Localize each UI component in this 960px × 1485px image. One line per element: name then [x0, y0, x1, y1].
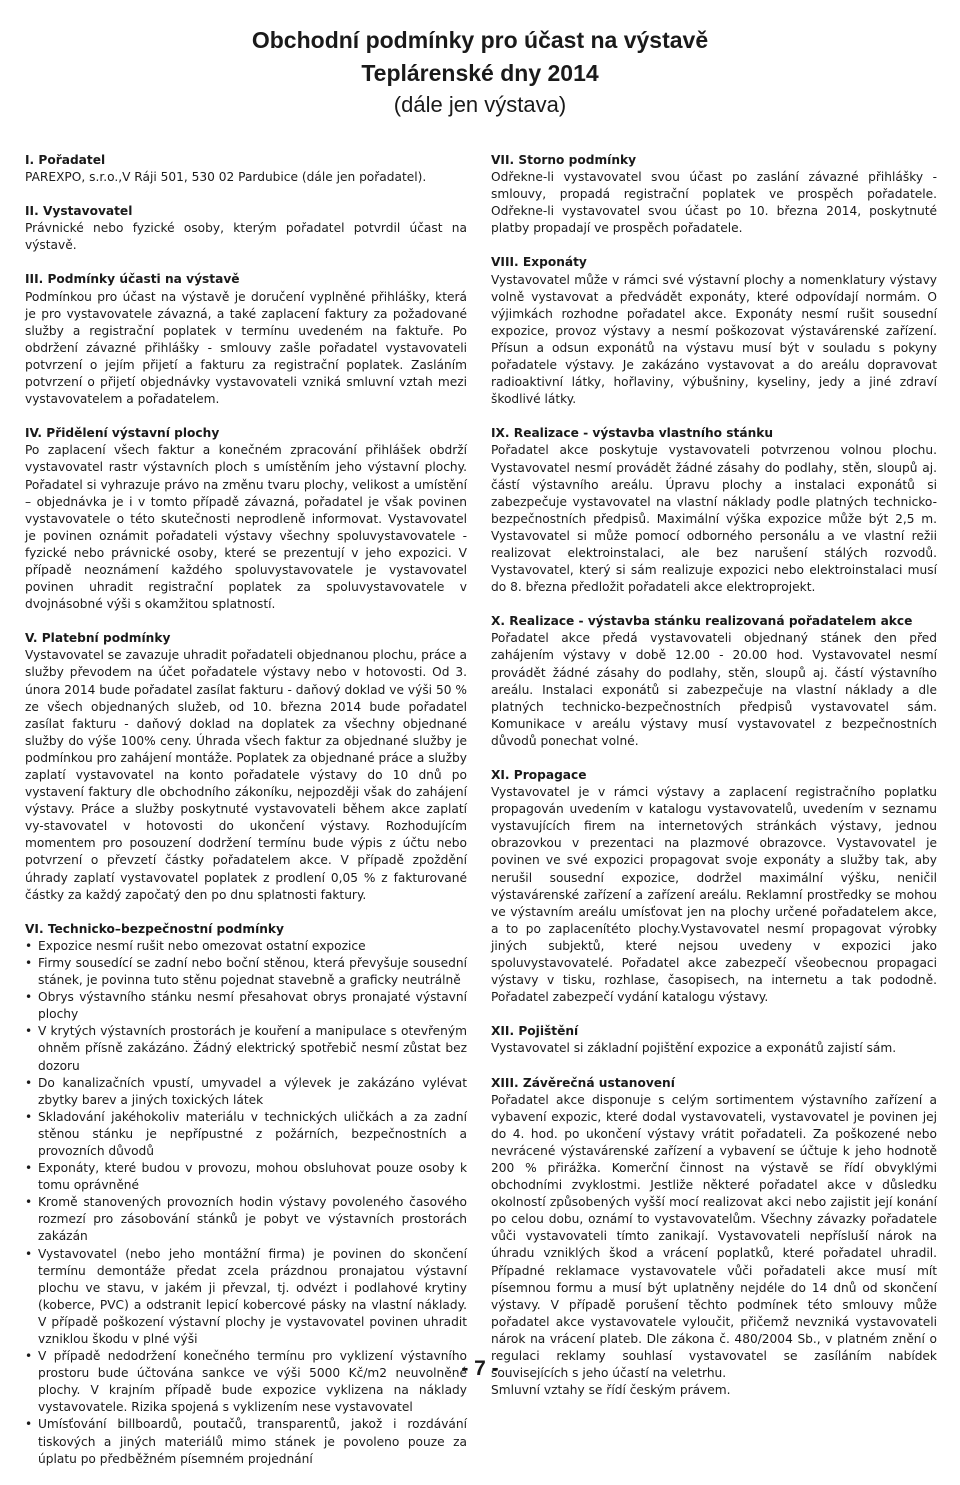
section-heading: VIII. Exponáty — [491, 255, 587, 270]
section-participation-conditions — [25, 271, 467, 408]
section-payment-terms — [25, 630, 467, 904]
section-heading: XI. Propagace — [491, 768, 587, 782]
page-number: - 7 - — [461, 1357, 499, 1380]
section-text: Pořadatel akce disponuje s celým sortimentem výstavního zařízení a vybavení expozic, které dodal vystavovateli, vystavovatel je povinen jej do 4. hod. po ukončení výstavy vrátit pořadateli. Za poškozené nebo nevrácené výstavárenské zařízení a vybavení se účtuje k jeho hodnotě 200 % přirážka. Komerční činnost na výstavě se řídí obvyklými obchodními zvyklostmi. Jestliže některé pořadatel akce v důsledku okolností způsobených vyšší mocí realizovat akci nebo zajistit její konání po celou dobu, oznámí to vystavovatelům. Všechny závazky pořadatele vůči vystavovateli tímto zanikají. Vystavovateli nepřísluší nárok na úhradu vzniklých škod a vrácení poplatků, které pořadatel uhradil. Případné reklamace vystavovatele vůči pořadateli akce musí mít písemnou formu a musí být uplatněny nejdéle do 14 dnů od skončení výstavy. V případě porušení těchto podmínek této smlouvy může pořadatel akce vystavovatele vyloučit, přičemž nevzniká vystavovateli nárok na vrácení plateb. Dle zákona č. 480/2004 Sb., v platném znění o regulaci reklamy souhlasí vystavovatel se zasíláním nabídek souvisejících s jeho účastí na veletrhu. — [491, 1092, 937, 1381]
section-heading: XII. Pojištění — [491, 1024, 579, 1039]
list-item: • Do kanalizačních vpustí, umyvadel a výlevek je zakázáno vylévat zbytky barev a jiných toxických látek — [25, 1075, 467, 1109]
left-column — [25, 152, 467, 1485]
section-heading: IV. Přidělení výstavní plochy — [25, 426, 220, 441]
section-insurance — [491, 1023, 937, 1057]
list-item: • Firmy sousedící se zadní nebo boční stěnou, která převyšuje sousední stánek, je povinna tuto stěnu pojednat stavebně a graficky neutrálně — [25, 955, 467, 989]
section-text: Vystavovatel může v rámci své výstavní plochy a nomenklatury výstavy volně vystavovat a předvádět exponáty, které odpovídají normám. O výjimkách rozhodne pořadatel akce. Exponáty nesmí rušit sousední expozice, provoz výstavy a nesmí poškozovat výstavárenské zařízení. Přísun a odsun exponátů na výstavu musí být v souladu s pokyny pořadatele výstavy. Je zakázáno vystavovat a do areálu dopravovat radioaktivní látky, hořlaviny, výbušniny, kyseliny, jedy a jiné zdraví škodlivé látky. — [491, 272, 937, 407]
section-final-provisions — [491, 1075, 937, 1400]
event-name: Teplárenské dny 2014 — [361, 60, 599, 86]
list-item: • V krytých výstavních prostorách je kouření a manipulace s otevřeným ohněm přísně zakázáno. Žádný elektrický spotřebič nesmí zůstat bez dozoru — [25, 1023, 467, 1074]
section-text: PAREXPO, s.r.o.,V Ráji 501, 530 02 Pardubice (dále jen pořadatel). — [25, 170, 427, 185]
section-organizer — [25, 152, 467, 186]
section-text: Pořadatel akce předá vystavovateli objednaný stánek den před zahájením výstavy v době 12.00 - 20.00 hod. Vystavovatel nesmí provádět žádné zásahy do podlahy, stěn, sloupů aj. částí výstavního areálu. Instalaci exponátů si zabezpečuje na vlastní náklady a dle platných technicko-bezpečnostních předpisů vystavovatel sám. Komunikace v areálu výstavy musí vystavovatel z bezpečnostních důvodů ponechat volné. — [491, 631, 937, 748]
section-heading: X. Realizace - výstavba stánku realizovaná pořadatelem akce — [491, 614, 913, 629]
section-text: Vystavovatel je v rámci výstavy a zaplacení registračního poplatku propagován uvedením v katalogu vystavovatelů, uvedením v seznamu vystavujících firem na internetových stránkách výstavy, jednou obrazovkou v prezentaci na plazmové obrazovce. Vystavovatel je povinen ve své expozici propagovat svoje exponáty a služby tak, aby nerušil sousední expozice, dodržel maximální výšku, neničil výstavárenské zařízení a zařízení areálu. Reklamní prostředky se mohou ve výstavním areálu umísťovat jen na plochy určené pořadatelem akce, a to po zaplacenítéto plochy.Vystavovatel nesmí propagovat výrobky jiných subjektů, které nejsou uvedeny v expozici jako spoluvystavovatelé. Pořadatel akce zabezpečí všeobecnou propagaci výstavy v tisku, rozhlase, časopisech, na internetu a tak pododně. Pořadatel zabezpečí vydání katalogu výstavy. — [491, 785, 937, 1005]
right-column — [491, 152, 937, 1416]
section-text: Vystavovatel si základní pojištění expozice a exponátů zajistí sám. — [491, 1041, 897, 1056]
section-heading: III. Podmínky účasti na výstavě — [25, 272, 240, 287]
list-item: • Expozice nesmí rušit nebo omezovat ostatní expozice — [25, 938, 467, 955]
section-heading: I. Pořadatel — [25, 153, 106, 167]
section-safety-conditions — [25, 921, 467, 1468]
section-heading: II. Vystavovatel — [25, 204, 133, 219]
list-item: • V případě nedodržení konečného termínu pro vyklizení výstavního prostoru bude účtována sankce ve výši 5000 Kč/m2 neuvolněné plochy. V krajním případě bude expozice vyklizena na náklady vystavovatele. Rizika spojená s vyklizením nese vystavovatel — [25, 1348, 467, 1416]
list-item: • Kromě stanovených provozních hodin výstavy povoleného časového rozmezí pro zásobování stánků je pobyt ve výstavních prostorách zakázán — [25, 1194, 467, 1245]
document-title: Obchodní podmínky pro účast na výstavě — [251, 27, 709, 53]
section-heading: XIII. Závěrečná ustanovení — [491, 1075, 675, 1090]
section-own-stand — [491, 425, 937, 596]
section-text: Vystavovatel se zavazuje uhradit pořadateli objednanou plochu, práce a služby převodem na účet pořadatele výstavy nebo v hotovosti. Od 3. února 2014 bude pořadatel zasílat fakturu - daňový doklad ve výši 50 % ze všech objednaných služeb, od 10. března 2014 bude pořadatel zasílat fakturu - daňový doklad na doplatek za všechny objednané služby do výše 100% ceny. Úhrada všech faktur za objednané služby je podmínkou pro zahájení montáže. Poplatek za objednané práce a služby zaplatí vystavovatel na konto pořadatele výstavy do 10 dnů po vystavení faktury dle obchodního zákoníku, nejpozději však do zahájení výstavy. Práce a služby poskytnuté vystavovateli během akce zaplatí vy-stavovatel v hotovosti do ukončení výstavy. Rozhodujícím momentem pro posouzení dodržení termínu bude výpis z účtu nebo potvrzení o převzetí částky pořadatelem akce. V případě zpoždění úhrady zaplatí vystavovatel poplatek z prodlení 0,05 % z fakturované částky za každý započatý den po dnu splatnosti faktury. — [25, 648, 467, 902]
section-heading: VI. Technicko–bezpečnostní podmínky — [25, 921, 284, 936]
section-text: Po zaplacení všech faktur a konečném zpracování přihlášek obdrží vystavovatel rastr výstavních ploch s umístěním jeho výstavní plochy. Pořadatel si vyhrazuje právo na změnu tvaru plochy, velikost a umístění – objednávka je i v tomto případě závazná, pořadatel je však povinen vystavovatele o této skutečnosti neprodleně informovat. Vystavovatel je povinen oznámit pořadateli výstavy všechny spoluvystavovatele - fyzické nebo právnické osoby, které se prezentují v jeho expozici. V případě neoznámení každého spoluvystavovatele je vystavovatel povinen uhradit registrační poplatek za spoluvystavovatele v dvojnásobné výši s okamžitou splatností. — [25, 443, 467, 612]
section-text-closing: Smluvní vztahy se řídí českým právem. — [491, 1383, 731, 1398]
list-item: • Exponáty, které budou v provozu, mohou obsluhovat pouze osoby k tomu oprávněné — [25, 1160, 467, 1194]
list-item: • Skladování jakéhokoliv materiálu v technických uličkách a za zadní stěnou stánku je nepřípustné z požárních, bezpečnostních a provozních důvodů — [25, 1109, 467, 1160]
section-text: Pořadatel akce poskytuje vystavovateli potvrzenou volnou plochu. Vystavovatel nesmí provádět žádné zásahy do podlahy, stěn, sloupů aj. částí výstavního areálu. Úpravu plochy a instalaci exponátů si zabezpečuje vystavovatel na vlastní náklady podle platných technicko-bezpečnostních předpisů. Maximální výška expozice může být 2,5 m. Vystavovatel si může pomocí odborného personálu a ve vlastní režii realizovat elektroinstalaci, ale bez narušení stálých rozvodů. Vystavovatel, který si sám realizuje expozici nebo elektroinstalaci musí do 8. března předložit pořadateli akce elektroprojekt. — [491, 443, 937, 595]
list-item: • Obrys výstavního stánku nesmí přesahovat obrys pronajaté výstavní plochy — [25, 989, 467, 1023]
section-text: Podmínkou pro účast na výstavě je doručení vyplněné přihlášky, která je pro vystavovatele závazná, a také zaplacení faktury za požadované služby a registrační poplatek v termínu uvedeném na faktuře. Po obdržení závazné přihlášky - smlouvy zašle pořadatel vystavovateli potvrzení o jejím přijetí a fakturu za registrační poplatek. Zasláním potvrzení o přijetí objednávky vystavovateli vzniká smluvní vztah mezi vystavovatelem a pořadatelem. — [25, 289, 467, 407]
section-text: Odřekne-li vystavovatel svou účast po zaslání závazné přihlášky - smlouvy, propadá registrační poplatek ve prospěch pořadatele. Odřekne-li vystavovatel svou účast po 10. března 2014, poskytnuté platby propadají ve prospěch pořadatele. — [491, 170, 937, 236]
section-exhibitor — [25, 203, 467, 254]
section-heading: IX. Realizace - výstavba vlastního stánku — [491, 426, 774, 441]
section-heading: VII. Storno podmínky — [491, 153, 637, 167]
section-cancellation — [491, 152, 937, 237]
section-heading: V. Platební podmínky — [25, 631, 171, 646]
section-organizer-stand — [491, 613, 937, 750]
section-exhibits — [491, 254, 937, 408]
safety-rules-list — [25, 938, 467, 1468]
title-note: (dále jen výstava) — [393, 92, 567, 117]
section-space-allocation — [25, 425, 467, 613]
list-item: • Vystavovatel (nebo jeho montážní firma) je povinen do skončení termínu demontáže předat zcela prázdnou pronajatou výstavní plochu ve stavu, v jakém ji převzal, tj. odvézt i podlahové krytiny (koberce, PVC) a odstranit lepicí kobercové pásky na vlastní náklady. V případě poškození výstavní plochy je vystavovatel povinen uhradit vzniklou škodu v plné výši — [25, 1246, 467, 1349]
section-text: Právnické nebo fyzické osoby, kterým pořadatel potvrdil účast na výstavě. — [25, 221, 467, 253]
list-item: • Umísťování billboardů, poutačů, transparentů, jakož i rozdávání tiskových a jiných materiálů mimo stánek je povoleno pouze za úplatu po předběžném písemném projednání — [25, 1416, 467, 1467]
section-promotion — [491, 767, 937, 1006]
